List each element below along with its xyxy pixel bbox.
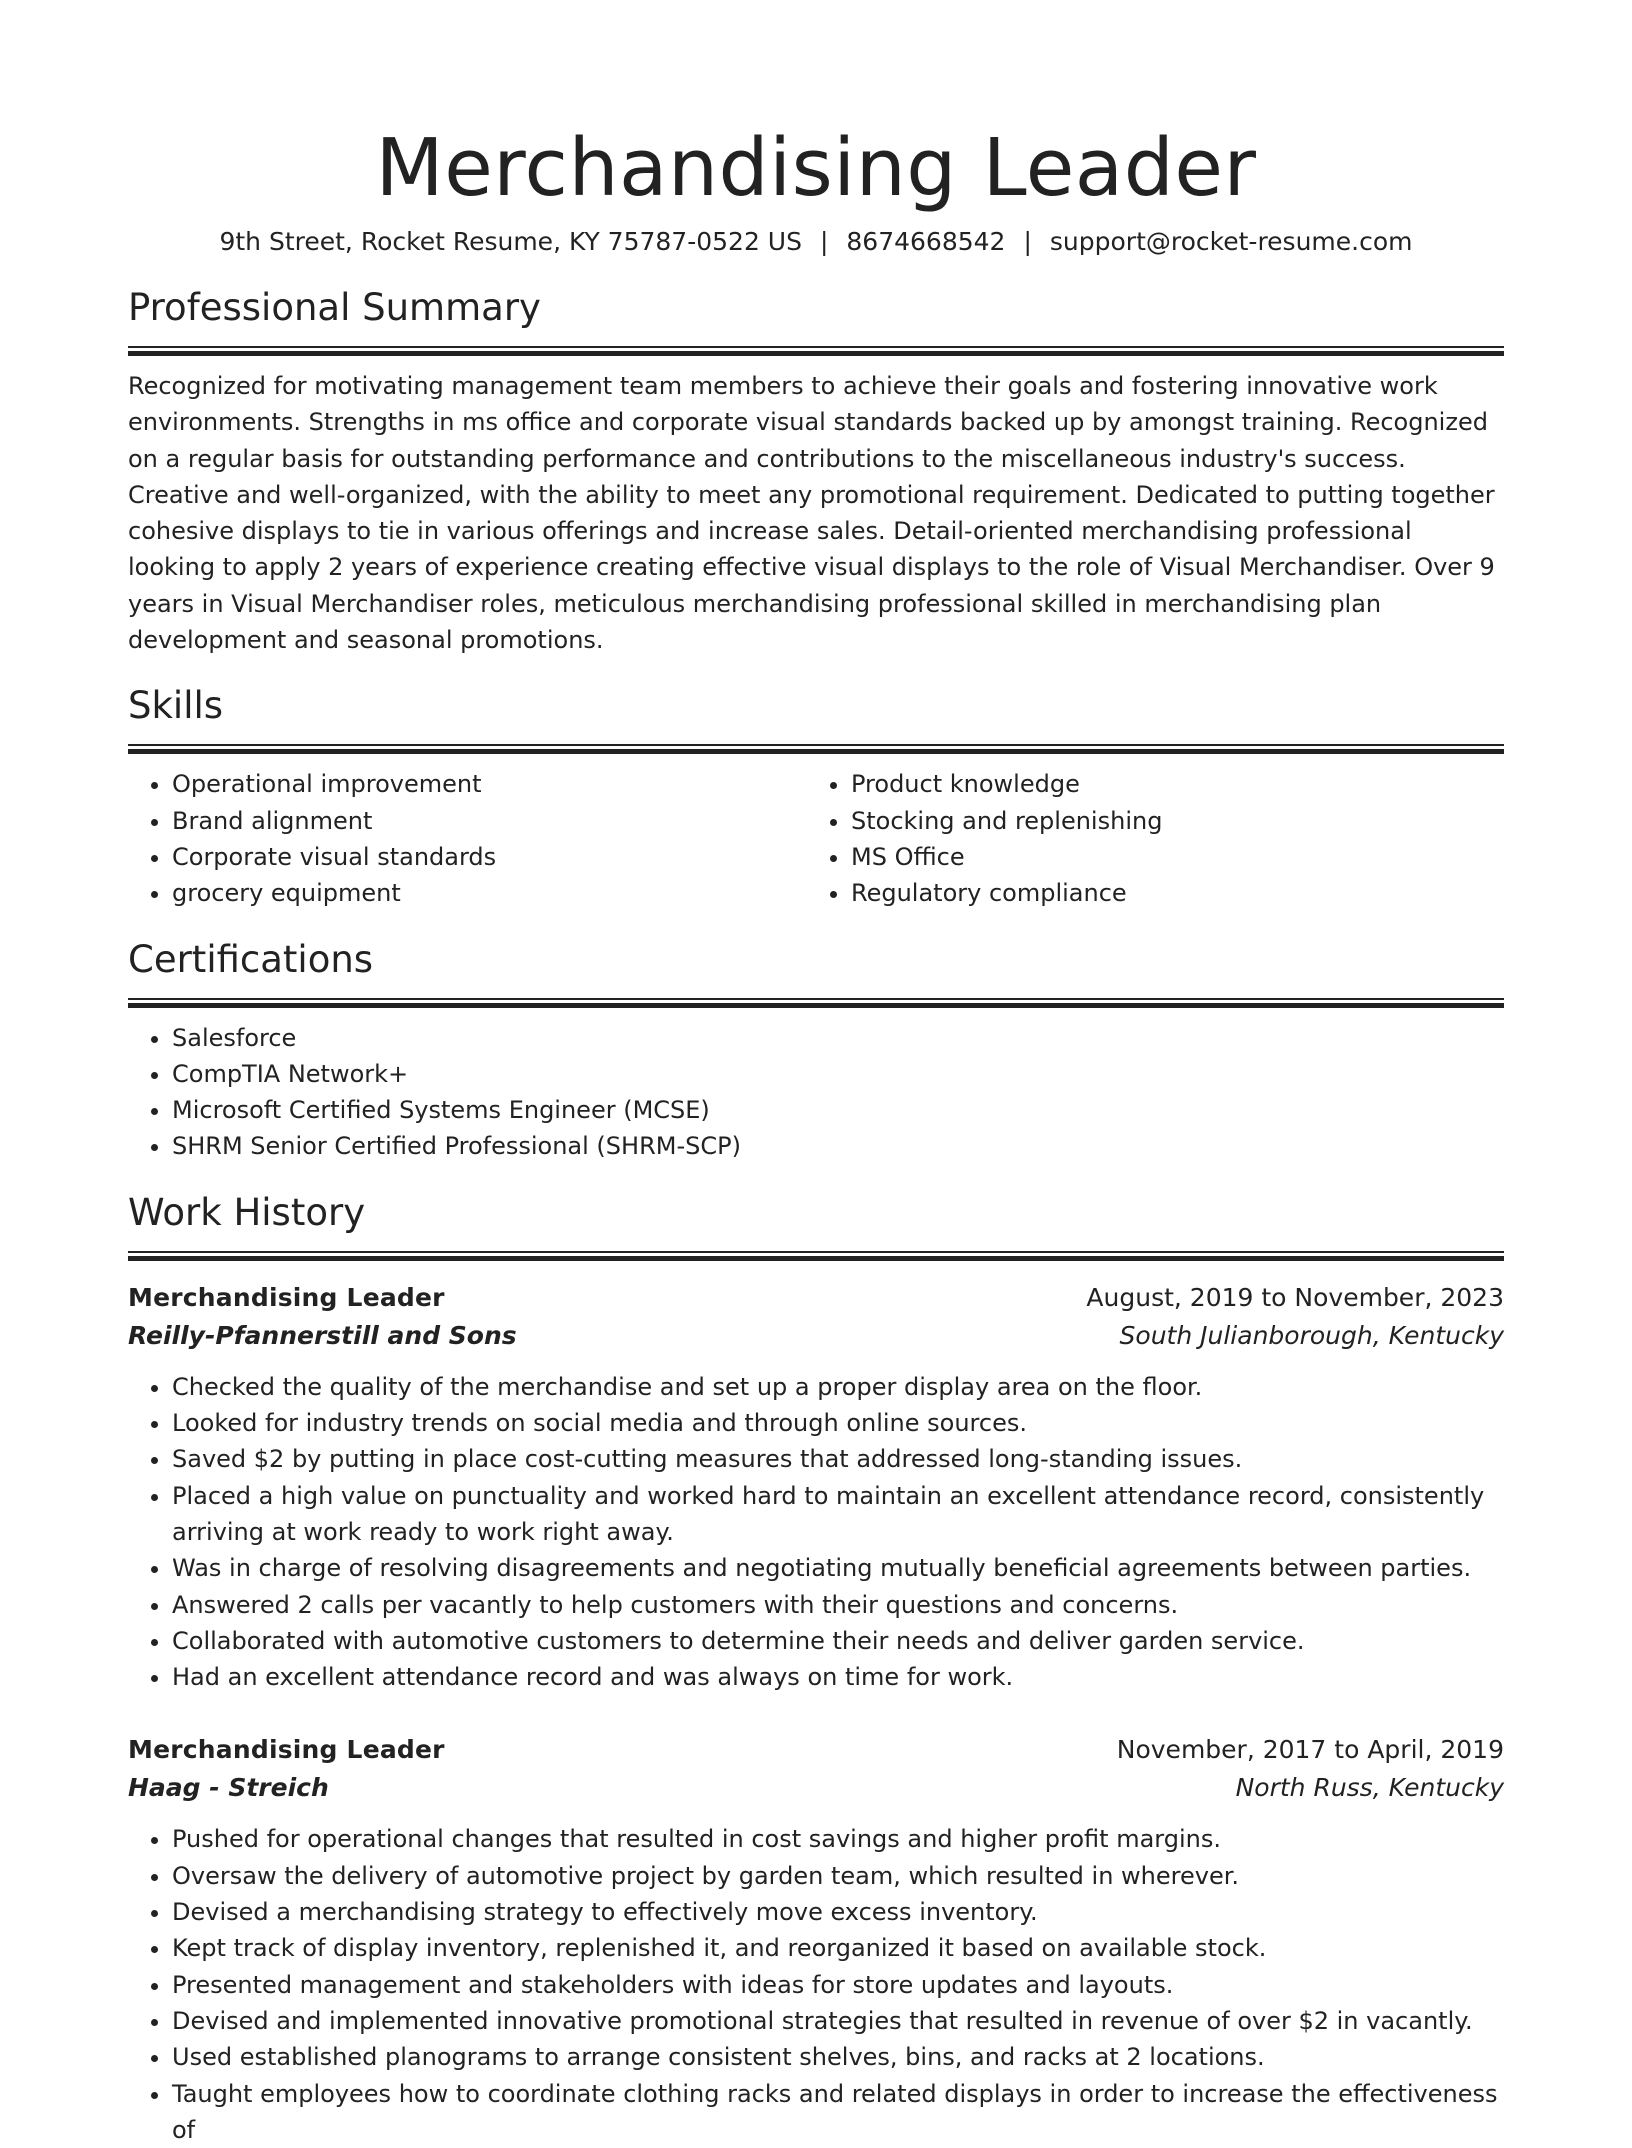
section-title-skills: Skills: [128, 680, 1504, 732]
job-bullet: • Presented management and stakeholders with ideas for store updates and layouts.: [172, 1967, 1504, 2003]
job-entry: [128, 1731, 1504, 2148]
job-header: [128, 1731, 1504, 1769]
job-bullet: • Oversaw the delivery of automotive project by garden team, which resulted in wherever.: [172, 1858, 1504, 1894]
certification-item: • SHRM Senior Certified Professional (SHRM-SCP): [172, 1128, 1504, 1164]
summary-text: Recognized for motivating management team members to achieve their goals and fostering innovative work environments. Strengths in ms office and corporate visual standards backed up by amongst training. Recognized on a regular basis for outstanding performance and contributions to the miscellaneous industry's success. Creative and well-organized, with the ability to meet any promotional requirement. Dedicated to putting together cohesive displays to tie in various offerings and increase sales. Detail-oriented merchandising professional looking to apply 2 years of experience creating effective visual displays to the role of Visual Merchandiser. Over 9 years in Visual Merchandiser roles, meticulous merchandising professional skilled in merchandising plan development and seasonal promotions.: [128, 368, 1504, 658]
job-bullet: • Collaborated with automotive customers to determine their needs and deliver garden service.: [172, 1623, 1504, 1659]
skill-item: • Brand alignment: [172, 803, 807, 839]
skill-item: • MS Office: [851, 839, 1486, 875]
job-title: Merchandising Leader: [128, 1731, 445, 1769]
job-entry: [128, 1279, 1504, 1696]
job-subheader: [128, 1317, 1504, 1355]
certification-item: • Microsoft Certified Systems Engineer (MCSE): [172, 1092, 1504, 1128]
job-bullets: [128, 1369, 1504, 1696]
job-company: Reilly-Pfannerstill and Sons: [128, 1317, 517, 1355]
job-bullet: • Devised and implemented innovative promotional strategies that resulted in revenue of over $2 in vacantly.: [172, 2003, 1504, 2039]
job-dates: August, 2019 to November, 2023: [1086, 1279, 1504, 1317]
skills-columns: [128, 766, 1504, 911]
job-bullet: • Used established planograms to arrange consistent shelves, bins, and racks at 2 locations.: [172, 2039, 1504, 2075]
job-bullet: • Pushed for operational changes that resulted in cost savings and higher profit margins.: [172, 1821, 1504, 1857]
contact-line: [128, 224, 1504, 260]
certifications-section: [128, 934, 1504, 1165]
section-divider: [128, 744, 1504, 754]
skill-item: • Operational improvement: [172, 766, 807, 802]
job-bullet: • Answered 2 calls per vacantly to help customers with their questions and concerns.: [172, 1587, 1504, 1623]
job-bullet: • Taught employees how to coordinate clothing racks and related displays in order to increase the effectiveness of: [172, 2076, 1504, 2148]
section-divider: [128, 346, 1504, 356]
section-title-certifications: Certifications: [128, 934, 1504, 986]
job-bullet: • Checked the quality of the merchandise and set up a proper display area on the floor.: [172, 1369, 1504, 1405]
job-bullet: • Looked for industry trends on social media and through online sources.: [172, 1405, 1504, 1441]
skill-item: • Regulatory compliance: [851, 875, 1486, 911]
certification-item: • CompTIA Network+: [172, 1056, 1504, 1092]
skill-item: • Stocking and replenishing: [851, 803, 1486, 839]
section-divider: [128, 1251, 1504, 1261]
job-bullet: • Was in charge of resolving disagreements and negotiating mutually beneficial agreements between parties.: [172, 1550, 1504, 1586]
job-location: South Julianborough, Kentucky: [1120, 1317, 1504, 1355]
contact-address: 9th Street, Rocket Resume, KY 75787-0522 US: [219, 227, 802, 256]
certifications-list: [128, 1020, 1504, 1165]
job-company: Haag - Streich: [128, 1769, 329, 1807]
skills-list-left: [128, 766, 807, 911]
job-subheader: [128, 1769, 1504, 1807]
skill-item: • Product knowledge: [851, 766, 1486, 802]
job-title: Merchandising Leader: [128, 1279, 445, 1317]
job-bullets: [128, 1821, 1504, 2148]
skills-list-right: [807, 766, 1486, 911]
job-location: North Russ, Kentucky: [1236, 1769, 1504, 1807]
summary-section: [128, 282, 1504, 658]
contact-separator: |: [802, 224, 846, 260]
skill-item: • Corporate visual standards: [172, 839, 807, 875]
job-bullet: • Placed a high value on punctuality and worked hard to maintain an excellent attendance record, consistently arriving at work ready to work right away.: [172, 1478, 1504, 1551]
section-title-summary: Professional Summary: [128, 282, 1504, 334]
contact-phone: 8674668542: [846, 227, 1005, 256]
work-history-section: [128, 1187, 1504, 2148]
section-title-work-history: Work History: [128, 1187, 1504, 1239]
certification-item: • Salesforce: [172, 1020, 1504, 1056]
skill-item: • grocery equipment: [172, 875, 807, 911]
job-bullet: • Kept track of display inventory, replenished it, and reorganized it based on available stock.: [172, 1930, 1504, 1966]
job-header: [128, 1279, 1504, 1317]
contact-email: support@rocket-resume.com: [1050, 227, 1413, 256]
job-bullet: • Had an excellent attendance record and was always on time for work.: [172, 1659, 1504, 1695]
contact-separator: |: [1005, 224, 1049, 260]
resume-page: [128, 0, 1504, 2112]
job-bullet: • Devised a merchandising strategy to effectively move excess inventory.: [172, 1894, 1504, 1930]
job-dates: November, 2017 to April, 2019: [1117, 1731, 1504, 1769]
section-divider: [128, 998, 1504, 1008]
job-bullet: • Saved $2 by putting in place cost-cutting measures that addressed long-standing issues.: [172, 1441, 1504, 1477]
candidate-name: Merchandising Leader: [128, 118, 1504, 218]
skills-section: [128, 680, 1504, 911]
